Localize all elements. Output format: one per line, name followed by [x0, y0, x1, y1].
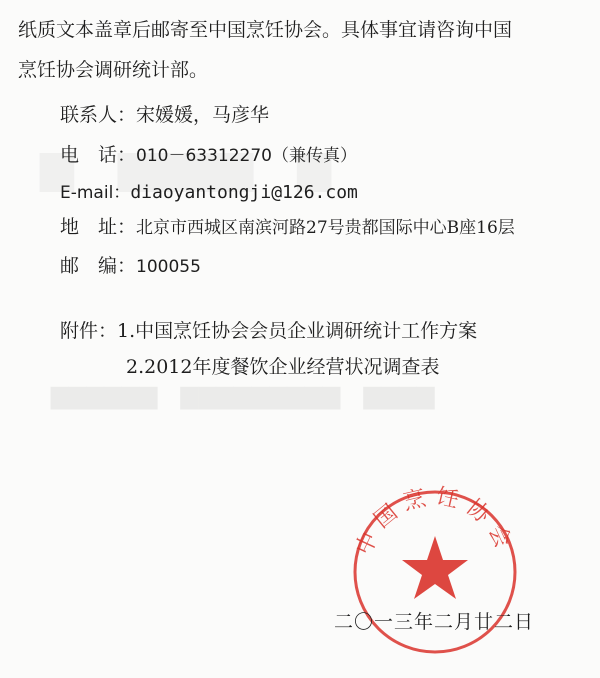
postcode-row	[60, 254, 201, 279]
address-value: 北京市西城区南滨河路27号贵都国际中心B座16层	[136, 218, 515, 238]
body-text-line-1: 纸质文本盖章后邮寄至中国烹饪协会。具体事宜请咨询中国	[18, 19, 513, 41]
email-label: E-mail：	[60, 183, 131, 203]
seal-star-icon	[402, 536, 468, 599]
attachments-label: 附件：	[60, 320, 118, 342]
attachment-item-2: 2.2012年度餐饮企业经营状况调查表	[126, 356, 440, 378]
email-value: diaoyantongji@126.com	[130, 182, 358, 203]
contact-people-label: 联系人：	[60, 104, 137, 126]
email-row	[60, 180, 358, 205]
contact-people-value: 宋媛媛，马彦华	[136, 104, 270, 126]
phone-value: 010－63312270（兼传真）	[136, 146, 357, 166]
document-date: 二〇一三年二月廿二日	[334, 611, 535, 633]
phone-row	[60, 143, 357, 168]
phone-label: 电 话：	[60, 144, 137, 166]
address-label: 地 址：	[60, 216, 137, 238]
postcode-value: 100055	[136, 257, 201, 277]
address-row	[60, 215, 515, 240]
attachment-row-1	[60, 319, 477, 343]
attachment-item-1: 1.中国烹饪协会会员企业调研统计工作方案	[117, 320, 478, 342]
bleed-through-text-2: ▇▇▇▇▇▇ ▇▇▇▇▇▇▇▇▇ ▇▇▇▇	[50, 385, 435, 410]
seal-text: 中国烹饪协会	[351, 484, 519, 560]
body-text-line-2: 烹饪协会调研统计部。	[18, 59, 209, 81]
postcode-label: 邮 编：	[60, 255, 137, 277]
contact-people-row	[60, 103, 269, 127]
